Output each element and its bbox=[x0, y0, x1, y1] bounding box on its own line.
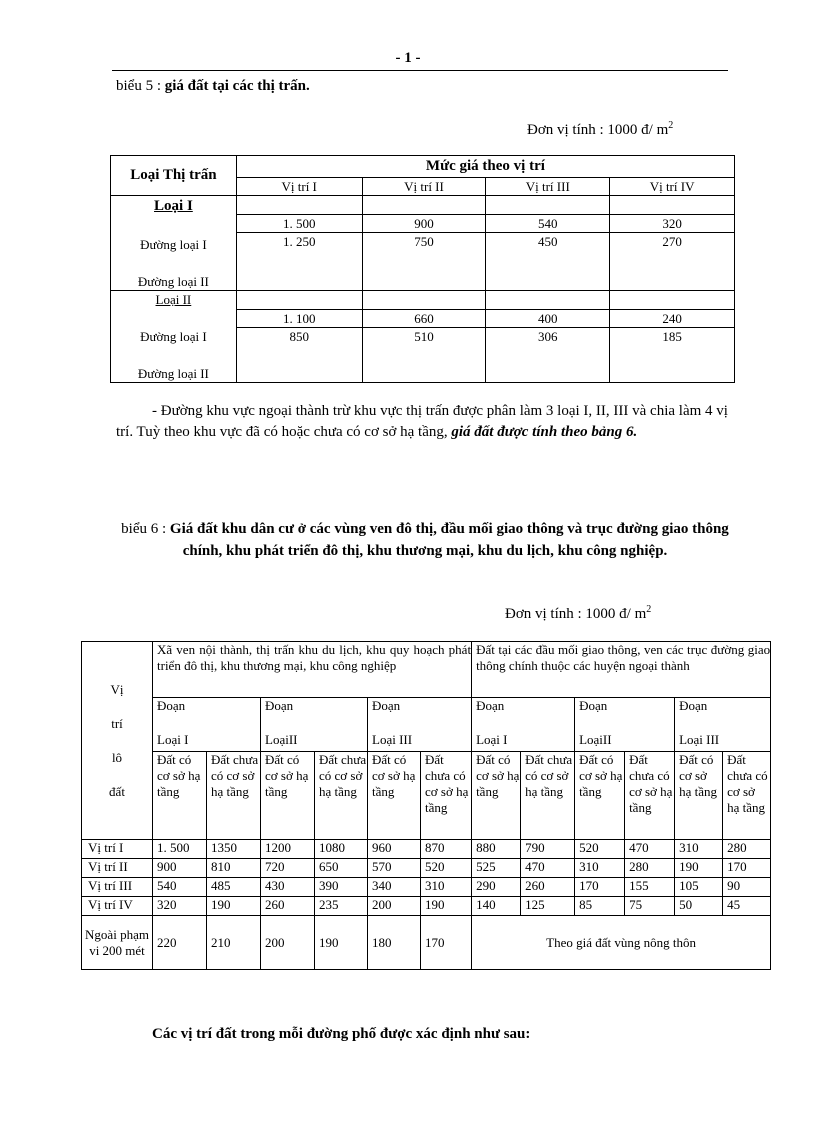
t6-cell: 525 bbox=[472, 859, 521, 878]
t5-cell: 185 bbox=[610, 328, 735, 383]
t5-cell: 510 bbox=[362, 328, 486, 383]
t6-cell: 485 bbox=[207, 878, 261, 897]
table6-unit-text: Đơn vị tính : 1000 đ/ m bbox=[505, 606, 647, 622]
table6 bbox=[81, 641, 771, 970]
t6-outside-cell: 180 bbox=[368, 916, 421, 970]
t6-cell: 540 bbox=[153, 878, 207, 897]
t5-group1-row2-label: Đường loại II bbox=[137, 274, 209, 289]
t5-cell: 1. 100 bbox=[236, 309, 362, 328]
t6-cell: 570 bbox=[368, 859, 421, 878]
t5-header-loai: Loại Thị trấn bbox=[111, 156, 237, 196]
t5-group1-name: Loại I bbox=[154, 198, 193, 214]
t6-cell: 170 bbox=[575, 878, 625, 897]
t5-pos-1: Vị trí I bbox=[236, 178, 362, 196]
paragraph bbox=[116, 401, 728, 443]
t6-cell: 280 bbox=[625, 859, 675, 878]
t6-cell: 900 bbox=[153, 859, 207, 878]
t6-outside-cell: 170 bbox=[421, 916, 472, 970]
t6-without-infra: Đất chưa có cơ sở hạ tầng bbox=[521, 752, 575, 840]
t6-row-header-line: lô bbox=[111, 749, 123, 765]
t5-group1-row1-label: Đường loại I bbox=[140, 237, 207, 252]
t6-cell: 310 bbox=[421, 878, 472, 897]
t6-without-infra: Đất chưa có cơ sở hạ tầng bbox=[723, 752, 771, 840]
t5-cell: 306 bbox=[486, 328, 610, 383]
t6-row-header-line: trí bbox=[111, 715, 123, 731]
t6-body bbox=[82, 840, 771, 916]
t5-cell: 750 bbox=[362, 233, 486, 291]
t5-cell: 900 bbox=[362, 215, 486, 233]
t6-cell: 50 bbox=[675, 897, 723, 916]
table5-unit-sup: 2 bbox=[668, 120, 674, 131]
t6-segment: Đoạn Loại III bbox=[675, 698, 771, 752]
t5-pos-4: Vị trí IV bbox=[610, 178, 735, 196]
t6-outside-cell: 200 bbox=[261, 916, 315, 970]
t6-cell: 125 bbox=[521, 897, 575, 916]
t6-with-infra: Đất có cơ sở hạ tầng bbox=[368, 752, 421, 840]
t6-without-infra: Đất chưa có cơ sở hạ tầng bbox=[421, 752, 472, 840]
t5-group2-name: Loại II bbox=[155, 292, 192, 307]
t6-cell: 310 bbox=[675, 840, 723, 859]
t6-cell: 810 bbox=[207, 859, 261, 878]
t6-cell: 390 bbox=[315, 878, 368, 897]
t6-cell: 1350 bbox=[207, 840, 261, 859]
t6-cell: 1080 bbox=[315, 840, 368, 859]
table5-unit bbox=[527, 120, 673, 139]
t6-cell: 290 bbox=[472, 878, 521, 897]
t6-cell: 280 bbox=[723, 840, 771, 859]
t5-cell: 540 bbox=[486, 215, 610, 233]
table6-caption-title: Giá đất khu dân cư ở các vùng ven đô thị, đầu mối giao thông và trục đường giao thông chính, khu phát triển đô thị, khu thương mại, khu du lịch, khu công nghiệp. bbox=[169, 521, 729, 559]
t5-cell: 450 bbox=[486, 233, 610, 291]
t6-cell: 170 bbox=[723, 859, 771, 878]
table-row bbox=[82, 840, 771, 859]
t5-cell: 320 bbox=[610, 215, 735, 233]
t6-with-infra: Đất có cơ sở hạ tầng bbox=[153, 752, 207, 840]
t6-outside-label: Ngoài phạm vi 200 mét bbox=[82, 916, 153, 970]
t6-group-a: Xã ven nội thành, thị trấn khu du lịch, khu quy hoạch phát triển đô thị, khu thương mại, khu công nghiệp bbox=[153, 642, 472, 698]
t6-cell: 960 bbox=[368, 840, 421, 859]
t5-cell: 240 bbox=[610, 309, 735, 328]
page-number: - 1 - bbox=[395, 50, 421, 66]
t5-cell: 850 bbox=[236, 328, 362, 383]
table6-caption bbox=[115, 518, 735, 562]
t5-cell: 400 bbox=[486, 309, 610, 328]
t6-with-infra: Đất có cơ sở hạ tầng bbox=[675, 752, 723, 840]
t6-segment: Đoạn Loại I bbox=[472, 698, 575, 752]
t6-cell: 190 bbox=[675, 859, 723, 878]
t6-cell: 430 bbox=[261, 878, 315, 897]
t6-segment: Đoạn LoạiII bbox=[261, 698, 368, 752]
t5-group2-labels bbox=[111, 291, 237, 383]
t6-cell: 105 bbox=[675, 878, 723, 897]
t6-cell: 1200 bbox=[261, 840, 315, 859]
t6-without-infra: Đất chưa có cơ sở hạ tầng bbox=[625, 752, 675, 840]
t6-cell: 320 bbox=[153, 897, 207, 916]
t6-group-b: Đất tại các đầu mối giao thông, ven các trục đường giao thông chính thuộc các huyện ngoại thành bbox=[472, 642, 771, 698]
table6-unit bbox=[505, 604, 651, 623]
header-rule bbox=[112, 70, 728, 71]
t6-cell: 260 bbox=[521, 878, 575, 897]
t6-cell: 880 bbox=[472, 840, 521, 859]
paragraph-emphasis: giá đất được tính theo bảng 6. bbox=[451, 424, 638, 440]
t6-outside-cell: 210 bbox=[207, 916, 261, 970]
t6-cell: 720 bbox=[261, 859, 315, 878]
t6-with-infra: Đất có cơ sở hạ tầng bbox=[575, 752, 625, 840]
paragraph-text: - Đường khu vực ngoại thành trừ khu vực thị trấn được phân làm 3 loại I, II, III và chia làm 4 vị trí. Tuỳ theo khu vực đã có hoặc chưa có cơ sở hạ tầng, bbox=[116, 403, 728, 440]
t6-cell: 45 bbox=[723, 897, 771, 916]
t6-row-header-line: Vị bbox=[110, 681, 124, 697]
t6-row-label: Vị trí IV bbox=[82, 897, 153, 916]
t6-with-infra: Đất có cơ sở hạ tầng bbox=[472, 752, 521, 840]
t6-with-infra: Đất có cơ sở hạ tầng bbox=[261, 752, 315, 840]
t6-cell: 190 bbox=[207, 897, 261, 916]
t6-without-infra: Đất chưa có cơ sở hạ tầng bbox=[207, 752, 261, 840]
t6-cell: 260 bbox=[261, 897, 315, 916]
t5-cell: 270 bbox=[610, 233, 735, 291]
table5-caption bbox=[116, 78, 310, 95]
t6-without-infra: Đất chưa có cơ sở hạ tầng bbox=[315, 752, 368, 840]
t6-row-label: Vị trí II bbox=[82, 859, 153, 878]
t6-segment: Đoạn Loại III bbox=[368, 698, 472, 752]
table-row bbox=[82, 878, 771, 897]
t6-cell: 790 bbox=[521, 840, 575, 859]
t6-cell: 190 bbox=[421, 897, 472, 916]
t6-segment: Đoạn Loại I bbox=[153, 698, 261, 752]
t5-pos-3: Vị trí III bbox=[486, 178, 610, 196]
t6-cell: 310 bbox=[575, 859, 625, 878]
t6-cell: 200 bbox=[368, 897, 421, 916]
t6-cell: 340 bbox=[368, 878, 421, 897]
t6-row-header bbox=[82, 642, 153, 840]
t5-cell: 1. 250 bbox=[236, 233, 362, 291]
t5-header-group: Mức giá theo vị trí bbox=[236, 156, 734, 178]
t6-outside-note: Theo giá đất vùng nông thôn bbox=[472, 916, 771, 970]
closing-text: Các vị trí đất trong mỗi đường phố được xác định như sau: bbox=[152, 1026, 531, 1042]
t6-cell: 1. 500 bbox=[153, 840, 207, 859]
t6-cell: 520 bbox=[421, 859, 472, 878]
t6-cell: 470 bbox=[625, 840, 675, 859]
table-row bbox=[82, 859, 771, 878]
t6-row-label: Vị trí I bbox=[82, 840, 153, 859]
t6-outside-cell: 220 bbox=[153, 916, 207, 970]
t5-group2-row2-label: Đường loại II bbox=[137, 366, 209, 381]
t5-cell: 660 bbox=[362, 309, 486, 328]
table5-caption-prefix: biểu 5 : bbox=[116, 78, 165, 94]
t5-group1-labels bbox=[111, 196, 237, 291]
t5-cell: 1. 500 bbox=[236, 215, 362, 233]
t6-cell: 155 bbox=[625, 878, 675, 897]
t6-cell: 470 bbox=[521, 859, 575, 878]
t6-cell: 235 bbox=[315, 897, 368, 916]
t6-cell: 520 bbox=[575, 840, 625, 859]
t5-pos-2: Vị trí II bbox=[362, 178, 486, 196]
t6-cell: 85 bbox=[575, 897, 625, 916]
t6-cell: 870 bbox=[421, 840, 472, 859]
table6-unit-sup: 2 bbox=[646, 604, 652, 615]
table5 bbox=[110, 155, 735, 383]
t6-cell: 140 bbox=[472, 897, 521, 916]
t6-segment: Đoạn LoạiII bbox=[575, 698, 675, 752]
t5-group2-row1-label: Đường loại I bbox=[140, 329, 207, 344]
t6-row-label: Vị trí III bbox=[82, 878, 153, 897]
table6-caption-prefix: biểu 6 : bbox=[121, 521, 170, 537]
t6-outside-cell: 190 bbox=[315, 916, 368, 970]
t6-row-header-line: đất bbox=[109, 783, 125, 799]
table5-unit-text: Đơn vị tính : 1000 đ/ m bbox=[527, 122, 669, 138]
table-row bbox=[82, 897, 771, 916]
table5-caption-title: giá đất tại các thị trấn. bbox=[164, 78, 310, 94]
t6-cell: 75 bbox=[625, 897, 675, 916]
t6-cell: 650 bbox=[315, 859, 368, 878]
t6-cell: 90 bbox=[723, 878, 771, 897]
